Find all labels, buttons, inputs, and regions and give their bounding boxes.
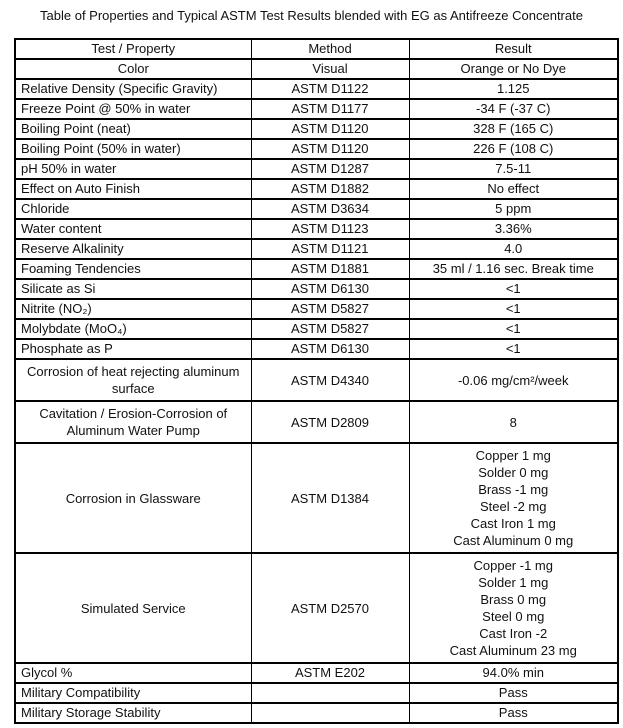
property-cell: Military Storage Stability [15,703,251,723]
result-line: Cast Aluminum 23 mg [449,643,577,658]
property-cell: Reserve Alkalinity [15,239,251,259]
method-cell: Visual [251,59,409,79]
table-row [15,139,618,159]
result-line: Solder 0 mg [478,465,549,480]
property-cell: Military Compatibility [15,683,251,703]
method-cell: ASTM D1121 [251,239,409,259]
method-cell: ASTM D3634 [251,199,409,219]
property-cell: Effect on Auto Finish [15,179,251,199]
method-cell: ASTM D2809 [251,401,409,443]
method-cell: ASTM D5827 [251,299,409,319]
result-cell: 7.5-11 [409,159,618,179]
result-cell: 226 F (108 C) [409,139,618,159]
method-cell: ASTM D1123 [251,219,409,239]
table-row [15,119,618,139]
method-cell: ASTM D1287 [251,159,409,179]
result-cell: 3.36% [409,219,618,239]
table-row [15,279,618,299]
property-cell: pH 50% in water [15,159,251,179]
property-cell: Chloride [15,199,251,219]
table-row [15,683,618,703]
property-cell: Silicate as Si [15,279,251,299]
property-cell: Boiling Point (50% in water) [15,139,251,159]
table-row [15,179,618,199]
table-row [15,663,618,683]
method-cell: ASTM D6130 [251,339,409,359]
result-line: Cast Aluminum 0 mg [453,533,574,548]
table-row [15,259,618,279]
method-cell: ASTM D1177 [251,99,409,119]
property-cell: Corrosion in Glassware [15,443,251,553]
table-row [15,219,618,239]
table-row [15,339,618,359]
table-row [15,79,618,99]
result-line: Cast Iron 1 mg [470,516,556,531]
property-cell: Color [15,59,251,79]
result-line: Copper -1 mg [473,558,553,573]
method-cell: ASTM D1120 [251,119,409,139]
result-cell: Orange or No Dye [409,59,618,79]
table-row [15,299,618,319]
result-cell: <1 [409,279,618,299]
property-cell: Molybdate (MoO₄) [15,319,251,339]
result-line: Cast Iron -2 [479,626,548,641]
result-line: Steel 0 mg [482,609,545,624]
table-row [15,159,618,179]
result-cell: No effect [409,179,618,199]
method-cell: ASTM D4340 [251,359,409,401]
method-cell: ASTM D1122 [251,79,409,99]
method-cell [251,703,409,723]
property-cell: Relative Density (Specific Gravity) [15,79,251,99]
result-cell: 5 ppm [409,199,618,219]
table-row [15,59,618,79]
property-cell: Cavitation / Erosion-Corrosion of Aluminum Water Pump [15,401,251,443]
result-cell: Pass [409,703,618,723]
method-cell: ASTM E202 [251,663,409,683]
result-cell: 4.0 [409,239,618,259]
method-cell: ASTM D1881 [251,259,409,279]
result-cell: 8 [409,401,618,443]
property-cell: Nitrite (NO₂) [15,299,251,319]
result-cell: 35 ml / 1.16 sec. Break time [409,259,618,279]
method-cell: ASTM D1882 [251,179,409,199]
header-method: Method [251,39,409,59]
method-cell: ASTM D6130 [251,279,409,299]
property-cell: Freeze Point @ 50% in water [15,99,251,119]
result-line: Brass -1 mg [478,482,549,497]
method-cell: ASTM D5827 [251,319,409,339]
result-cell: <1 [409,299,618,319]
table-row [15,319,618,339]
property-cell: Phosphate as P [15,339,251,359]
method-cell [251,683,409,703]
property-cell: Glycol % [15,663,251,683]
property-cell: Corrosion of heat rejecting aluminum surface [15,359,251,401]
table-row [15,553,618,663]
method-cell: ASTM D2570 [251,553,409,663]
property-cell: Simulated Service [15,553,251,663]
method-cell: ASTM D1384 [251,443,409,553]
table-row [15,401,618,443]
result-cell: <1 [409,339,618,359]
header-result: Result [409,39,618,59]
result-cell: Pass [409,683,618,703]
result-cell [409,553,618,663]
property-cell: Foaming Tendencies [15,259,251,279]
result-cell: <1 [409,319,618,339]
result-cell: 94.0% min [409,663,618,683]
astm-results-table [14,38,619,724]
table-row [15,239,618,259]
result-line: Copper 1 mg [475,448,551,463]
result-cell: -0.06 mg/cm²/week [409,359,618,401]
property-cell: Boiling Point (neat) [15,119,251,139]
property-cell: Water content [15,219,251,239]
result-line: Steel -2 mg [480,499,547,514]
result-line: Brass 0 mg [480,592,547,607]
table-row [15,199,618,219]
result-cell: 328 F (165 C) [409,119,618,139]
result-line: Solder 1 mg [478,575,549,590]
table-row [15,359,618,401]
header-test-property: Test / Property [15,39,251,59]
table-header-row [15,39,618,59]
method-cell: ASTM D1120 [251,139,409,159]
table-row [15,99,618,119]
page-title: Table of Properties and Typical ASTM Test Results blended with EG as Antifreeze Concentrate [40,8,583,23]
table-row [15,443,618,553]
table-row [15,703,618,723]
result-cell: -34 F (-37 C) [409,99,618,119]
result-cell: 1.125 [409,79,618,99]
result-cell [409,443,618,553]
